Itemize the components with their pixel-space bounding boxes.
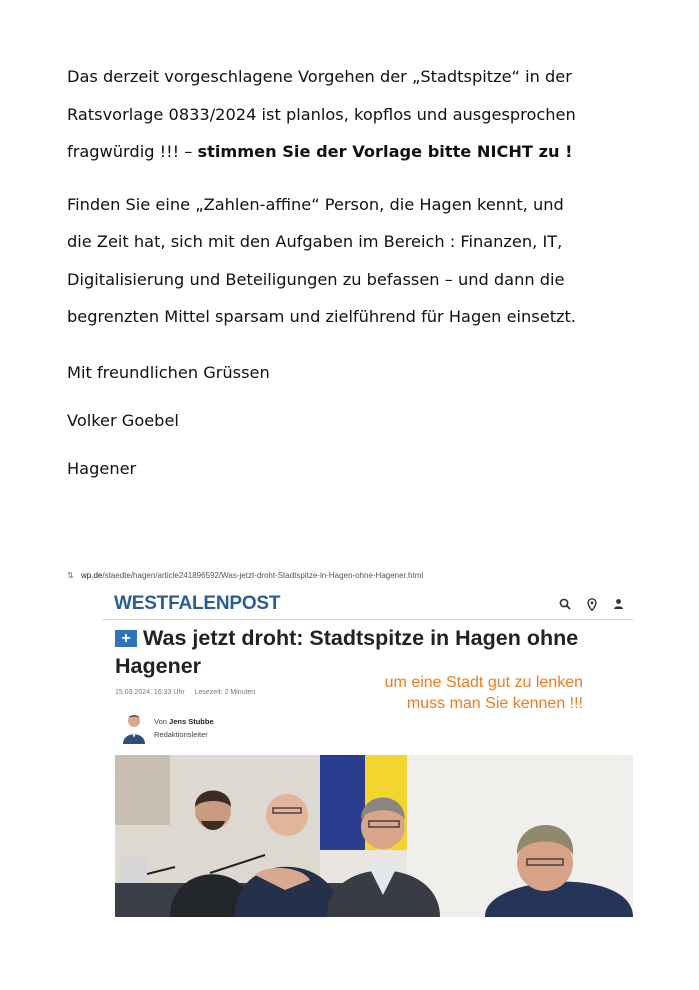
text-bold-appeal: stimmen Sie der Vorlage bitte NICHT zu ! xyxy=(197,142,573,161)
url-host: wp.de xyxy=(81,570,103,580)
author-avatar xyxy=(122,712,146,744)
text-line: die Zeit hat, sich mit den Aufgaben im Bereich : Finanzen, IT, xyxy=(67,232,563,251)
text-line: Digitalisierung und Beteiligungen zu befassen – und dann die xyxy=(67,269,565,289)
text-line: Das derzeit vorgeschlagene Vorgehen der „Stadtspitze“ in der xyxy=(67,67,572,86)
annotation-line: um eine Stadt gut zu lenken xyxy=(384,674,583,691)
search-icon[interactable] xyxy=(558,598,571,611)
text-line: begrenzten Mittel sparsam und zielführend für Hagen einsetzt. xyxy=(67,307,577,326)
paragraph-1 xyxy=(67,58,657,171)
site-logo[interactable]: WESTFALENPOST xyxy=(114,593,281,614)
text-line xyxy=(67,133,657,171)
reading-time: Lesezeit: 2 Minuten xyxy=(194,689,256,696)
signature-name: Volker Goebel xyxy=(67,410,179,430)
article-meta xyxy=(115,689,263,696)
plus-badge-icon: + xyxy=(115,630,137,647)
location-pin-icon[interactable] xyxy=(585,598,598,611)
text-normal: fragwürdig !!! – xyxy=(67,142,198,161)
orange-annotation xyxy=(333,672,583,714)
author-name[interactable]: Jens Stubbe xyxy=(169,717,214,726)
text-line: Ratsvorlage 0833/2024 ist planlos, kopflos und ausgesprochen xyxy=(67,104,576,124)
greeting: Mit freundlichen Grüssen xyxy=(67,362,270,382)
site-settings-icon[interactable]: ⇅ xyxy=(67,570,74,580)
author-text xyxy=(154,715,214,741)
article-screenshot xyxy=(67,565,633,917)
signoff: Hagener xyxy=(67,458,137,478)
author-block xyxy=(122,712,214,744)
article-date: 15.03.2024, 16:33 Uhr xyxy=(115,689,185,696)
site-header xyxy=(102,589,633,620)
annotation-line: muss man Sie kennen !!! xyxy=(406,695,583,712)
address-bar[interactable] xyxy=(67,565,633,585)
article-photo xyxy=(115,755,633,917)
paragraph-2 xyxy=(67,186,657,336)
header-tools xyxy=(558,598,633,611)
user-account-icon[interactable] xyxy=(612,598,625,611)
text-line: Finden Sie eine „Zahlen-affine“ Person, die Hagen kennt, und xyxy=(67,194,564,214)
headline-text: Was jetzt droht: Stadtspitze in Hagen ohne Hagener xyxy=(115,626,579,678)
url-path: /staedte/hagen/article241896592/Was-jetzt-droht-Stadtspitze-in-Hagen-ohne-Hagener.html xyxy=(102,570,424,580)
author-role: Redaktionsleiter xyxy=(154,730,208,739)
letter-body xyxy=(67,58,657,479)
author-prefix: Von xyxy=(154,717,167,726)
press-conference-image xyxy=(115,755,633,917)
